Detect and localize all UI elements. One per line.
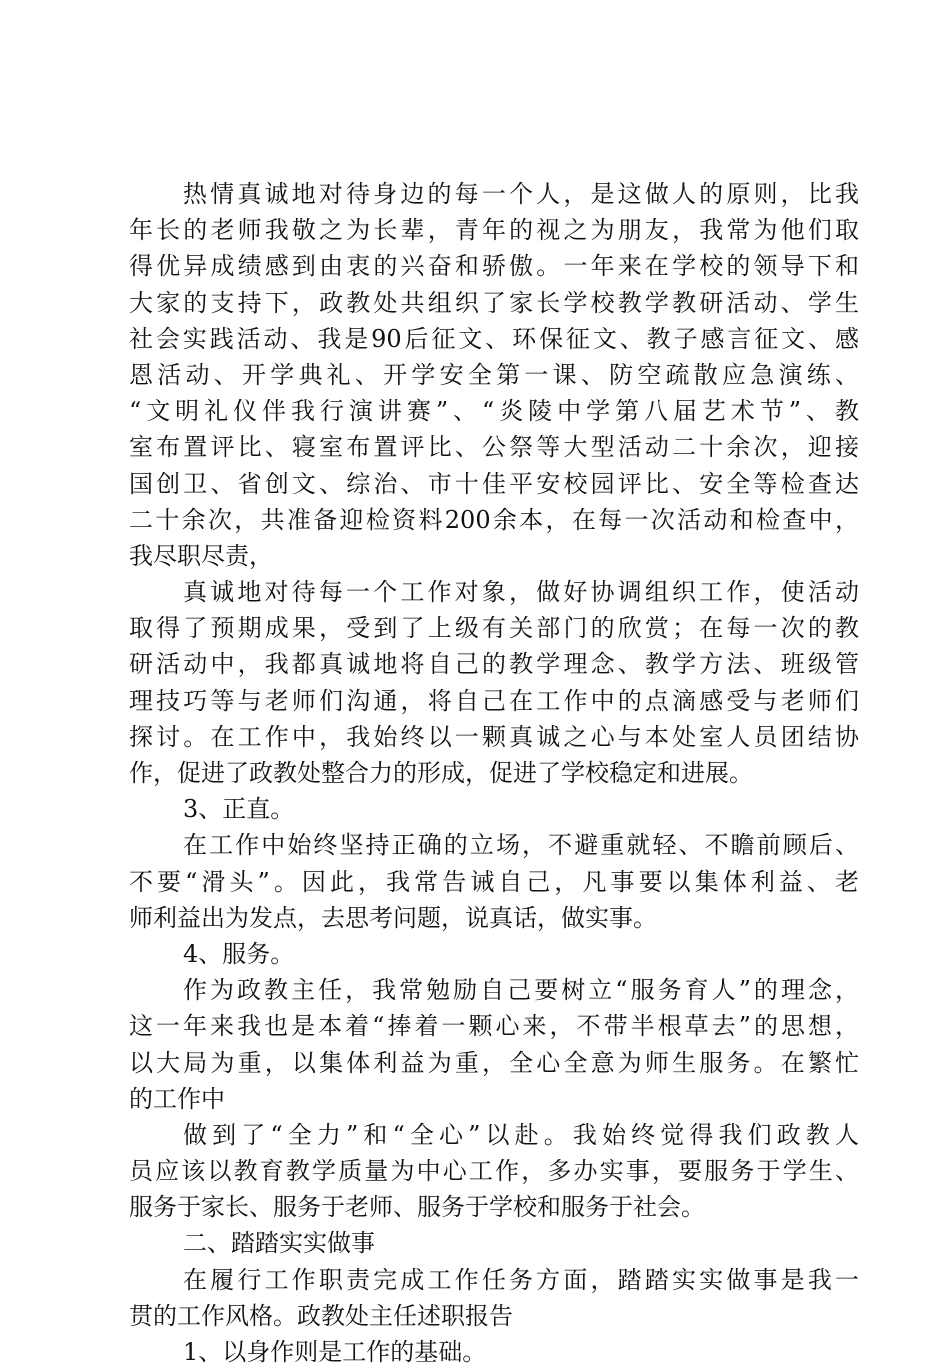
text-line: 国创卫、省创文、综治、市十佳平安校园评比、安全等检查达 xyxy=(129,469,859,498)
text-line: 得优异成绩感到由衷的兴奋和骄傲。一年来在学校的领导下和 xyxy=(129,252,859,281)
text-line: 作为政教主任，我常勉励自己要树立“服务育人”的理念， xyxy=(183,976,859,1005)
text-line: 贯的工作风格。政教处主任述职报告 xyxy=(129,1301,513,1330)
text-line: 真诚地对待每一个工作对象，做好协调组织工作，使活动 xyxy=(183,578,859,607)
text-line: 大家的支持下，政教处共组织了家长学校教学教研活动、学生 xyxy=(129,288,859,317)
text-line: 我尽职尽责， xyxy=(129,541,273,570)
text-line: 员应该以教育教学质量为中心工作，多办实事，要服务于学生、 xyxy=(129,1157,859,1186)
text-line: 这一年来我也是本着“捧着一颗心来，不带半根草去”的思想， xyxy=(129,1012,859,1041)
text-line: 社会实践活动、我是90后征文、环保征文、教子感言征文、感 xyxy=(129,324,859,353)
text-line: 室布置评比、寝室布置评比、公祭等大型活动二十余次，迎接 xyxy=(129,433,859,462)
text-line: 以大局为重，以集体利益为重，全心全意为师生服务。在繁忙 xyxy=(129,1048,859,1077)
section-heading: 4、服务。 xyxy=(183,939,295,968)
section-heading: 二、踏踏实实做事 xyxy=(183,1229,375,1258)
text-line: 在工作中始终坚持正确的立场，不避重就轻、不瞻前顾后、 xyxy=(183,831,859,860)
document-body xyxy=(129,176,859,1370)
section-heading: 3、正直。 xyxy=(183,795,295,824)
section-heading: 1、以身作则是工作的基础。 xyxy=(183,1338,487,1366)
text-line: 师利益出为发点，去思考问题，说真话，做实事。 xyxy=(129,903,657,932)
text-line: 研活动中，我都真诚地将自己的教学理念、教学方法、班级管 xyxy=(129,650,859,679)
text-line: 在履行工作职责完成工作任务方面，踏踏实实做事是我一 xyxy=(183,1265,859,1294)
text-line: 热情真诚地对待身边的每一个人，是这做人的原则，比我 xyxy=(183,180,859,208)
text-line: 理技巧等与老师们沟通，将自己在工作中的点滴感受与老师们 xyxy=(129,686,859,715)
text-line: 的工作中 xyxy=(129,1084,225,1113)
text-line: 恩活动、开学典礼、开学安全第一课、防空疏散应急演练、 xyxy=(129,360,859,389)
text-line: 探讨。在工作中，我始终以一颗真诚之心与本处室人员团结协 xyxy=(129,722,859,751)
text-line: 作，促进了政教处整合力的形成，促进了学校稳定和进展。 xyxy=(129,759,753,787)
text-line: 取得了预期成果，受到了上级有关部门的欣赏；在每一次的教 xyxy=(129,614,859,643)
text-line: 做到了“全力”和“全心”以赴。我始终觉得我们政教人 xyxy=(183,1120,859,1149)
text-line: “文明礼仪伴我行演讲赛”、“炎陵中学第八届艺术节”、教 xyxy=(129,397,859,426)
text-line: 年长的老师我敬之为长辈，青年的视之为朋友，我常为他们取 xyxy=(129,216,859,245)
text-line: 二十余次，共准备迎检资料200余本，在每一次活动和检查中， xyxy=(129,505,859,534)
text-line: 不要“滑头”。因此，我常告诫自己，凡事要以集体利益、老 xyxy=(129,867,859,896)
text-line: 服务于家长、服务于老师、服务于学校和服务于社会。 xyxy=(129,1193,705,1222)
